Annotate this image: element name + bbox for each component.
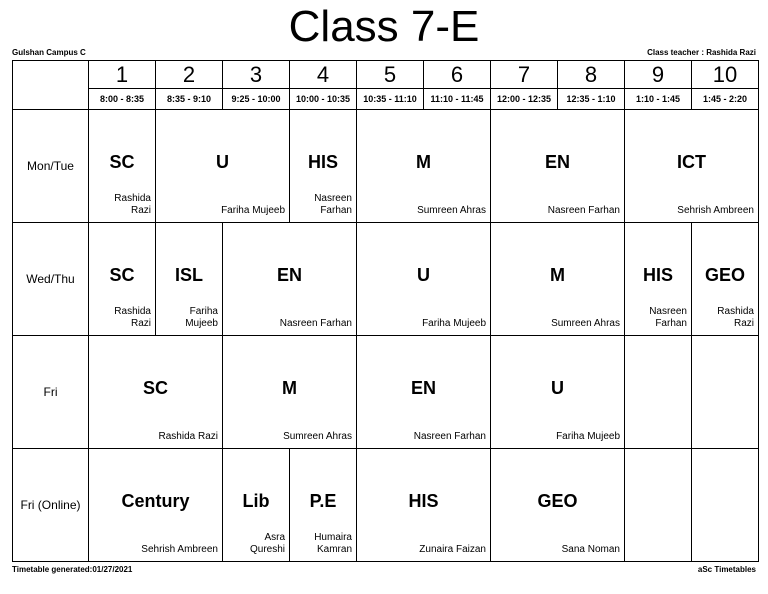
day-row-fri bbox=[13, 336, 759, 449]
lesson-teacher: Sana Noman bbox=[561, 544, 620, 555]
lesson-subject: SC bbox=[109, 152, 135, 172]
period-time: 9:25 - 10:00 bbox=[223, 89, 290, 110]
lesson-cell[interactable] bbox=[223, 449, 290, 562]
lesson-teacher: Zunaira Faizan bbox=[419, 544, 486, 555]
lesson-subject: HIS bbox=[408, 491, 439, 511]
lesson-subject: SC bbox=[109, 265, 135, 285]
period-number: 4 bbox=[290, 61, 357, 89]
lesson-teacher: Fariha Mujeeb bbox=[185, 306, 218, 329]
lesson-teacher: Asra Qureshi bbox=[249, 532, 285, 555]
empty-cell[interactable] bbox=[692, 449, 759, 562]
lesson-subject: U bbox=[216, 152, 229, 172]
lesson-cell[interactable] bbox=[89, 336, 223, 449]
lesson-subject: M bbox=[550, 265, 565, 285]
day-row-wed-thu bbox=[13, 223, 759, 336]
class-teacher-label: Class teacher : Rashida Razi bbox=[647, 48, 756, 57]
lesson-cell[interactable] bbox=[625, 110, 759, 223]
period-number: 6 bbox=[424, 61, 491, 89]
lesson-teacher: Fariha Mujeeb bbox=[422, 318, 486, 329]
day-label: Wed/Thu bbox=[13, 223, 89, 336]
lesson-cell[interactable] bbox=[491, 449, 625, 562]
period-number: 1 bbox=[89, 61, 156, 89]
lesson-teacher: Fariha Mujeeb bbox=[221, 205, 285, 216]
lesson-teacher: Nasreen Farhan bbox=[314, 193, 352, 216]
lesson-teacher: Sumreen Ahras bbox=[417, 205, 486, 216]
period-time: 8:00 - 8:35 bbox=[89, 89, 156, 110]
lesson-teacher: Nasreen Farhan bbox=[649, 306, 687, 329]
period-number: 9 bbox=[625, 61, 692, 89]
period-time: 1:10 - 1:45 bbox=[625, 89, 692, 110]
lesson-subject: ICT bbox=[677, 152, 706, 172]
period-number: 2 bbox=[156, 61, 223, 89]
timetable-grid bbox=[12, 60, 759, 562]
lesson-cell[interactable] bbox=[89, 110, 156, 223]
campus-label: Gulshan Campus C bbox=[12, 48, 86, 57]
lesson-cell[interactable] bbox=[223, 223, 357, 336]
lesson-teacher: Nasreen Farhan bbox=[279, 318, 352, 329]
period-number: 5 bbox=[357, 61, 424, 89]
period-time: 8:35 - 9:10 bbox=[156, 89, 223, 110]
day-label: Fri (Online) bbox=[13, 449, 89, 562]
lesson-subject: HIS bbox=[642, 265, 673, 285]
lesson-subject: U bbox=[551, 378, 564, 398]
day-label: Fri bbox=[13, 336, 89, 449]
lesson-cell[interactable] bbox=[89, 223, 156, 336]
lesson-teacher: Nasreen Farhan bbox=[547, 205, 620, 216]
lesson-cell[interactable] bbox=[357, 110, 491, 223]
period-time: 1:45 - 2:20 bbox=[692, 89, 759, 110]
lesson-teacher: Fariha Mujeeb bbox=[556, 431, 620, 442]
lesson-cell[interactable] bbox=[290, 449, 357, 562]
empty-cell[interactable] bbox=[625, 336, 692, 449]
lesson-teacher: Sehrish Ambreen bbox=[141, 544, 218, 555]
lesson-teacher: Nasreen Farhan bbox=[413, 431, 486, 442]
lesson-teacher: Rashida Razi bbox=[158, 431, 218, 442]
lesson-subject: EN bbox=[410, 378, 436, 398]
day-label: Mon/Tue bbox=[13, 110, 89, 223]
lesson-cell[interactable] bbox=[625, 223, 692, 336]
lesson-subject: GEO bbox=[704, 265, 745, 285]
lesson-teacher: Rashida Razi bbox=[717, 306, 754, 329]
lesson-teacher: Sehrish Ambreen bbox=[677, 205, 754, 216]
lesson-teacher: Sumreen Ahras bbox=[283, 431, 352, 442]
lesson-cell[interactable] bbox=[357, 223, 491, 336]
lesson-subject: P.E bbox=[309, 491, 337, 511]
period-time: 11:10 - 11:45 bbox=[424, 89, 491, 110]
lesson-subject: U bbox=[417, 265, 430, 285]
lesson-subject: HIS bbox=[307, 152, 338, 172]
lesson-subject: ISL bbox=[174, 265, 203, 285]
period-number-row bbox=[13, 61, 759, 89]
timetable-title: Class 7-E bbox=[288, 2, 480, 51]
period-number: 7 bbox=[491, 61, 558, 89]
period-number: 8 bbox=[558, 61, 625, 89]
lesson-cell[interactable] bbox=[491, 110, 625, 223]
lesson-subject: M bbox=[416, 152, 431, 172]
lesson-subject: M bbox=[282, 378, 297, 398]
generated-date-label: Timetable generated:01/27/2021 bbox=[12, 565, 133, 574]
software-credit: aSc Timetables bbox=[697, 565, 756, 574]
period-time-row bbox=[13, 89, 759, 110]
lesson-cell[interactable] bbox=[223, 336, 357, 449]
lesson-cell[interactable] bbox=[692, 223, 759, 336]
corner-cell bbox=[13, 61, 89, 110]
period-number: 10 bbox=[692, 61, 759, 89]
period-time: 12:35 - 1:10 bbox=[558, 89, 625, 110]
lesson-cell[interactable] bbox=[156, 110, 290, 223]
lesson-subject: EN bbox=[544, 152, 570, 172]
period-number: 3 bbox=[223, 61, 290, 89]
period-time: 10:00 - 10:35 bbox=[290, 89, 357, 110]
lesson-cell[interactable] bbox=[156, 223, 223, 336]
lesson-subject: EN bbox=[276, 265, 302, 285]
lesson-cell[interactable] bbox=[89, 449, 223, 562]
lesson-teacher: Rashida Razi bbox=[114, 193, 151, 216]
lesson-subject: Century bbox=[121, 491, 190, 511]
lesson-cell[interactable] bbox=[290, 110, 357, 223]
period-time: 12:00 - 12:35 bbox=[491, 89, 558, 110]
lesson-teacher: Sumreen Ahras bbox=[551, 318, 620, 329]
lesson-subject: GEO bbox=[537, 491, 578, 511]
period-time: 10:35 - 11:10 bbox=[357, 89, 424, 110]
lesson-subject: Lib bbox=[242, 491, 270, 511]
lesson-subject: SC bbox=[142, 378, 168, 398]
lesson-cell[interactable] bbox=[357, 449, 491, 562]
lesson-cell[interactable] bbox=[491, 336, 625, 449]
lesson-teacher: Rashida Razi bbox=[114, 306, 151, 329]
day-row-fri-online bbox=[13, 449, 759, 562]
lesson-cell[interactable] bbox=[491, 223, 625, 336]
day-row-mon-tue bbox=[13, 110, 759, 223]
empty-cell[interactable] bbox=[692, 336, 759, 449]
lesson-teacher: Humaira Kamran bbox=[314, 532, 352, 555]
lesson-cell[interactable] bbox=[357, 336, 491, 449]
empty-cell[interactable] bbox=[625, 449, 692, 562]
